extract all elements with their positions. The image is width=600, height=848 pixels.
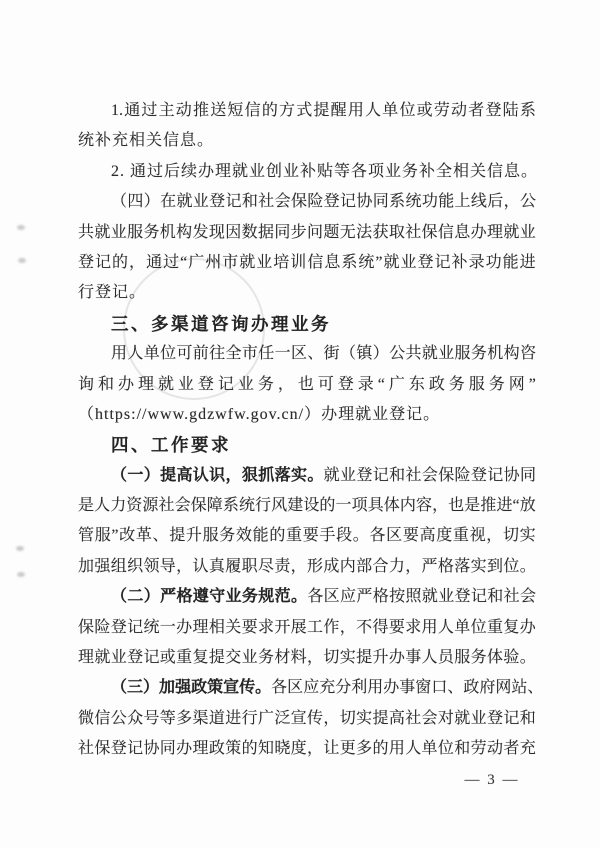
document-line: （ 二 ） 严 格 遵 守 业 务 规 范 。 各 区 应 严 格 按 照 就 业 登 记 和 社 会 bbox=[111, 588, 536, 606]
document-line: （ 三 ） 加 强 政 策 宣 传 。 各 区 应 充 分 利 用 办 事 窗 口 、 政 府 网 站 、 bbox=[111, 679, 544, 697]
document-line: 社 保 登 记 协 同 办 理 政 策 的 知 晓 度 ， 让 更 多 的 用 人 单 位 和 劳 动 者 充 bbox=[78, 740, 536, 758]
section-heading: 四、工作要求 bbox=[111, 435, 231, 456]
document-line: 理 就 业 登 记 或 重 复 提 交 业 务 材 料 ， 切 实 提 升 办 事 人 员 服 务 体 验 。 bbox=[78, 649, 536, 667]
document-line: 是 人 力 资 源 社 会 保 障 系 统 行 风 建 设 的 一 项 具 体 内 容 ， 也 是 推 进 “ 放 bbox=[78, 497, 536, 515]
document-line: 保 险 登 记 统 一 办 理 相 关 要 求 开 展 工 作 ， 不 得 要 求 用 人 单 位 重 复 办 bbox=[78, 618, 536, 636]
document-line: 用 人 单 位 可 前 往 全 市 任 一 区 、 街 （ 镇 ） 公 共 就 业 服 务 机 构 咨 bbox=[111, 345, 536, 363]
document-line: 1. 通 过 主 动 推 送 短 信 的 方 式 提 醒 用 人 单 位 或 劳 动 者 登 陆 系 bbox=[111, 102, 536, 119]
document-body bbox=[78, 96, 544, 765]
scan-smudge bbox=[18, 258, 26, 263]
document-line: 微 信 公 众 号 等 多 渠 道 进 行 广 泛 宣 传 ， 切 实 提 高 社 会 对 就 业 登 记 和 bbox=[78, 709, 536, 727]
document-line: 登 记 的 ， 通 过 “ 广 州 市 就 业 培 训 信 息 系 统 ” 就 业 登 记 补 录 功 能 进 bbox=[78, 253, 536, 271]
document-line: 管 服 ” 改 革 、 提 升 服 务 效 能 的 重 要 手 段 。 各 区 要 高 度 重 视 ， 切 实 bbox=[78, 527, 536, 545]
document-line: 2. 通过后续办理就业创业补贴等各项业务补全相关信息。 bbox=[111, 162, 539, 180]
document-line: 询 和 办 理 就 业 登 记 业 务 ， 也 可 登 录 “ 广 东 政 务 服 务 网 ” bbox=[78, 375, 536, 393]
scan-smudge bbox=[17, 572, 25, 577]
scan-smudge bbox=[17, 225, 25, 230]
page-number: — 3 — bbox=[464, 772, 520, 788]
document-line: （ 一 ） 提 高 认 识 ， 狠 抓 落 实 。 就 业 登 记 和 社 会 保 险 登 记 协 同 bbox=[111, 466, 536, 484]
document-line: 加 强 组 织 领 导 ， 认 真 履 职 尽 责 ， 形 成 内 部 合 力 ， 严 格 落 实 到 位 。 bbox=[78, 557, 536, 575]
document-line: 共 就 业 服 务 机 构 发 现 因 数 据 同 步 问 题 无 法 获 取 社 保 信 息 办 理 就 业 bbox=[78, 223, 536, 241]
scan-smudge bbox=[16, 546, 24, 551]
section-heading: 三、多渠道咨询办理业务 bbox=[111, 313, 331, 334]
document-line: （https://www.gdzwfw.gov.cn/）办理就业登记。 bbox=[78, 405, 441, 423]
document-line: （ 四 ） 在 就 业 登 记 和 社 会 保 险 登 记 协 同 系 统 功 能 上 线 后 ， 公 bbox=[111, 193, 536, 211]
document-line: 统补充相关信息。 bbox=[78, 132, 215, 150]
document-line: 行登记。 bbox=[78, 284, 147, 302]
